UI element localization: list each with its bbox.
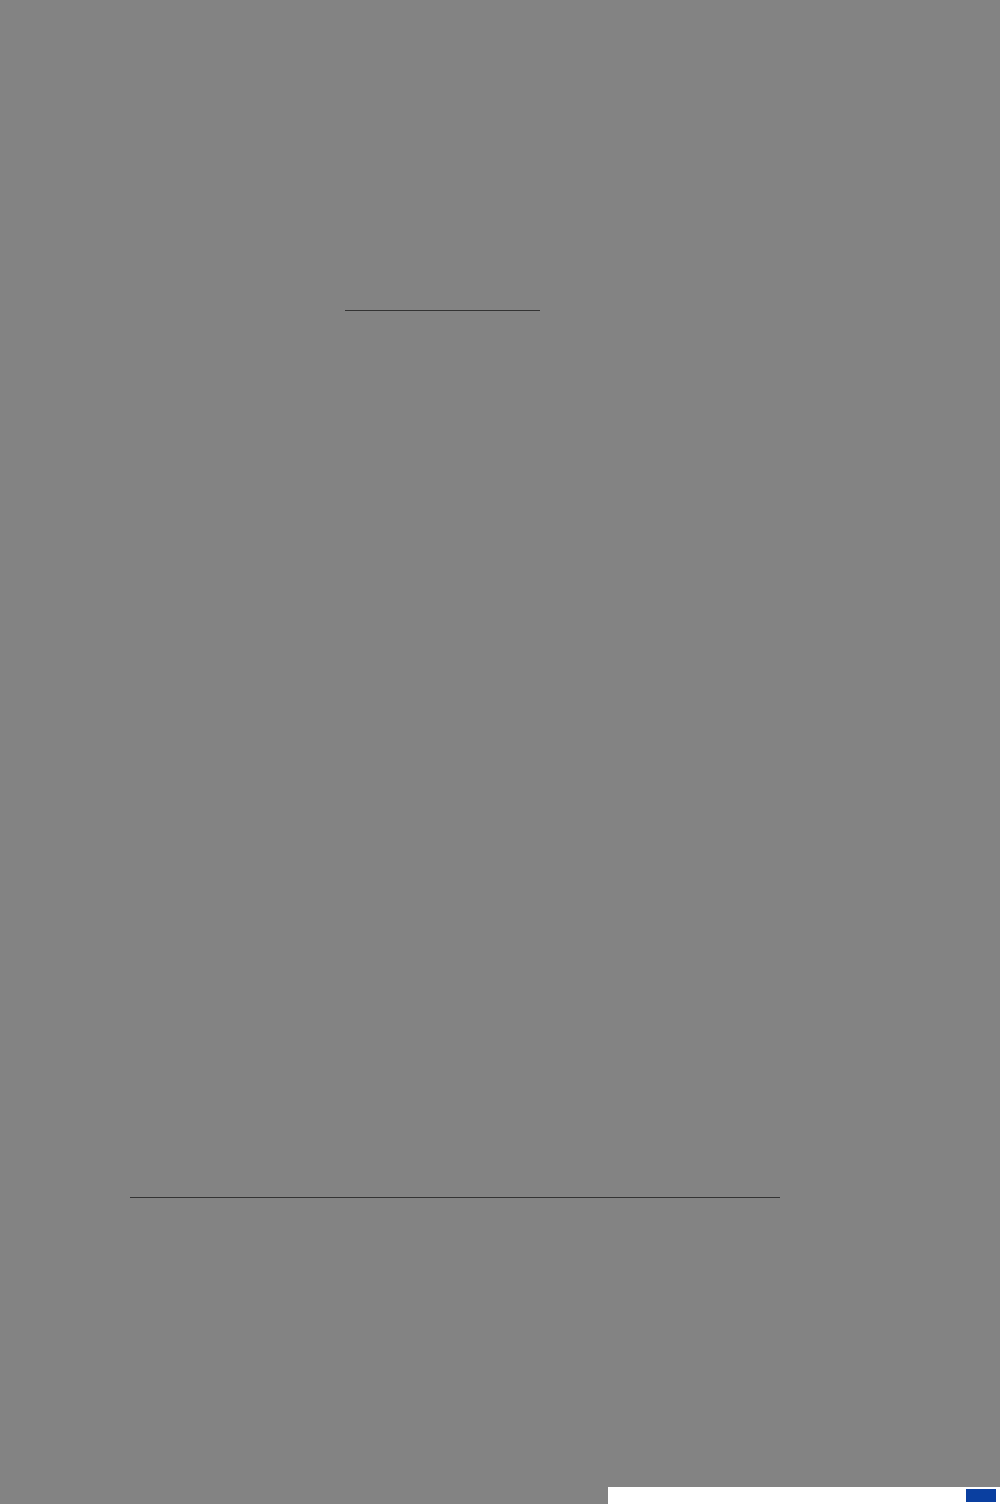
dfg-logo	[966, 1489, 996, 1502]
notes-separator-rule	[130, 1197, 780, 1198]
separator-rule	[345, 310, 540, 311]
dfg-attribution-bar	[608, 1487, 1000, 1504]
running-header	[64, 72, 828, 102]
